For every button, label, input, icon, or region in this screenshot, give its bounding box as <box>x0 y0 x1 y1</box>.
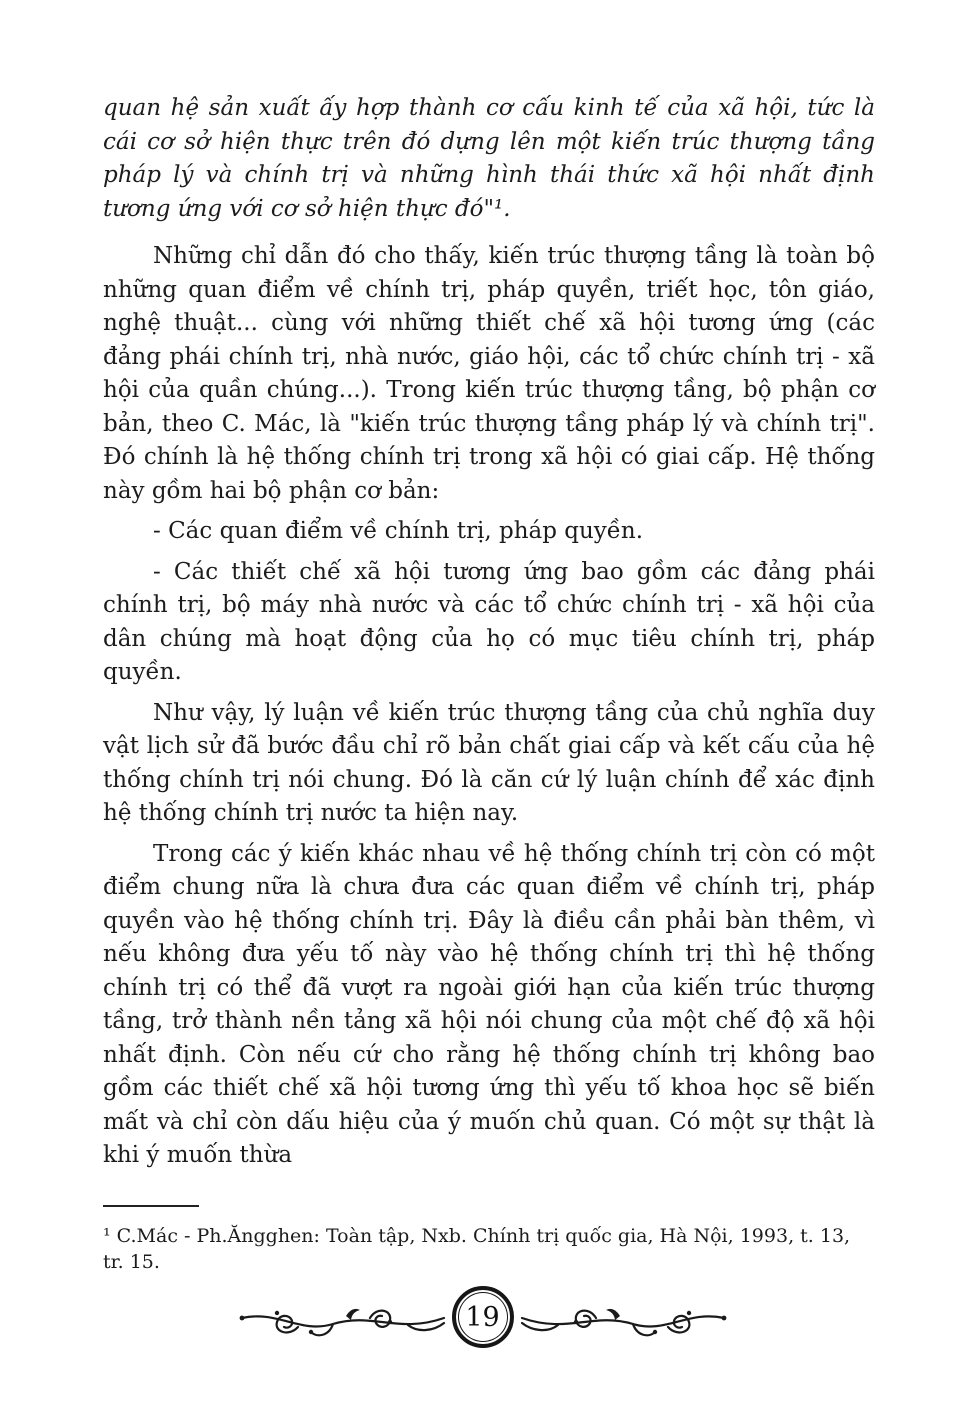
page-content <box>103 92 875 1180</box>
flourish-right-icon <box>518 1282 728 1352</box>
quote-paragraph: quan hệ sản xuất ấy hợp thành cơ cấu kinh tế của xã hội, tức là cái cơ sở hiện thực trên đó dựng lên một kiến trúc thượng tầng pháp lý và chính trị và những hình thái thức xã hội nhất định tương ứng với cơ sở hiện thực đó"¹. <box>103 95 875 222</box>
footnote-block <box>103 1205 875 1275</box>
paragraph: Như vậy, lý luận về kiến trúc thượng tầng của chủ nghĩa duy vật lịch sử đã bước đầu chỉ rõ bản chất giai cấp và kết cấu của hệ thống chính trị nói chung. Đó là căn cứ lý luận chính để xác định hệ thống chính trị nước ta hiện nay. <box>103 699 875 826</box>
page-number-badge <box>452 1286 514 1348</box>
list-paragraph: - Các quan điểm về chính trị, pháp quyền. <box>153 518 644 544</box>
footer-ornament <box>0 1282 965 1352</box>
footnote: ¹ C.Mác - Ph.Ăngghen: Toàn tập, Nxb. Chính trị quốc gia, Hà Nội, 1993, t. 13, tr. 15. <box>103 1225 851 1273</box>
footnote-divider <box>103 1205 199 1207</box>
page-number: 19 <box>465 1301 500 1333</box>
list-paragraph: - Các thiết chế xã hội tương ứng bao gồm các đảng phái chính trị, bộ máy nhà nước và các tổ chức chính trị - xã hội của dân chúng mà hoạt động của họ có mục tiêu chính trị, pháp quyền. <box>103 558 875 685</box>
paragraph: Những chỉ dẫn đó cho thấy, kiến trúc thượng tầng là toàn bộ những quan điểm về chính trị, pháp quyền, triết học, tôn giáo, nghệ thuật... cùng với những thiết chế xã hội tương ứng (các đảng phái chính trị, nhà nước, giáo hội, các tổ chức chính trị - xã hội của quần chúng...). Trong kiến trúc thượng tầng, bộ phận cơ bản, theo C. Mác, là "kiến trúc thượng tầng pháp lý và chính trị". Đó chính là hệ thống chính trị trong xã hội có giai cấp. Hệ thống này gồm hai bộ phận cơ bản: <box>103 243 875 504</box>
paragraph: Trong các ý kiến khác nhau về hệ thống chính trị còn có một điểm chung nữa là chưa đưa các quan điểm về chính trị, pháp quyền vào hệ thống chính trị. Đây là điều cần phải bàn thêm, vì nếu không đưa yếu tố này vào hệ thống chính trị thì hệ thống chính trị có thể đã vượt ra ngoài giới hạn của kiến trúc thượng tầng, trở thành nền tảng xã hội nói chung của một chế độ xã hội nhất định. Còn nếu cứ cho rằng hệ thống chính trị không bao gồm các thiết chế xã hội tương ứng thì yếu tố khoa học sẽ biến mất và chỉ còn dấu hiệu của ý muốn chủ quan. Có một sự thật là khi ý muốn thừa <box>103 840 875 1168</box>
flourish-left-icon <box>238 1282 448 1352</box>
